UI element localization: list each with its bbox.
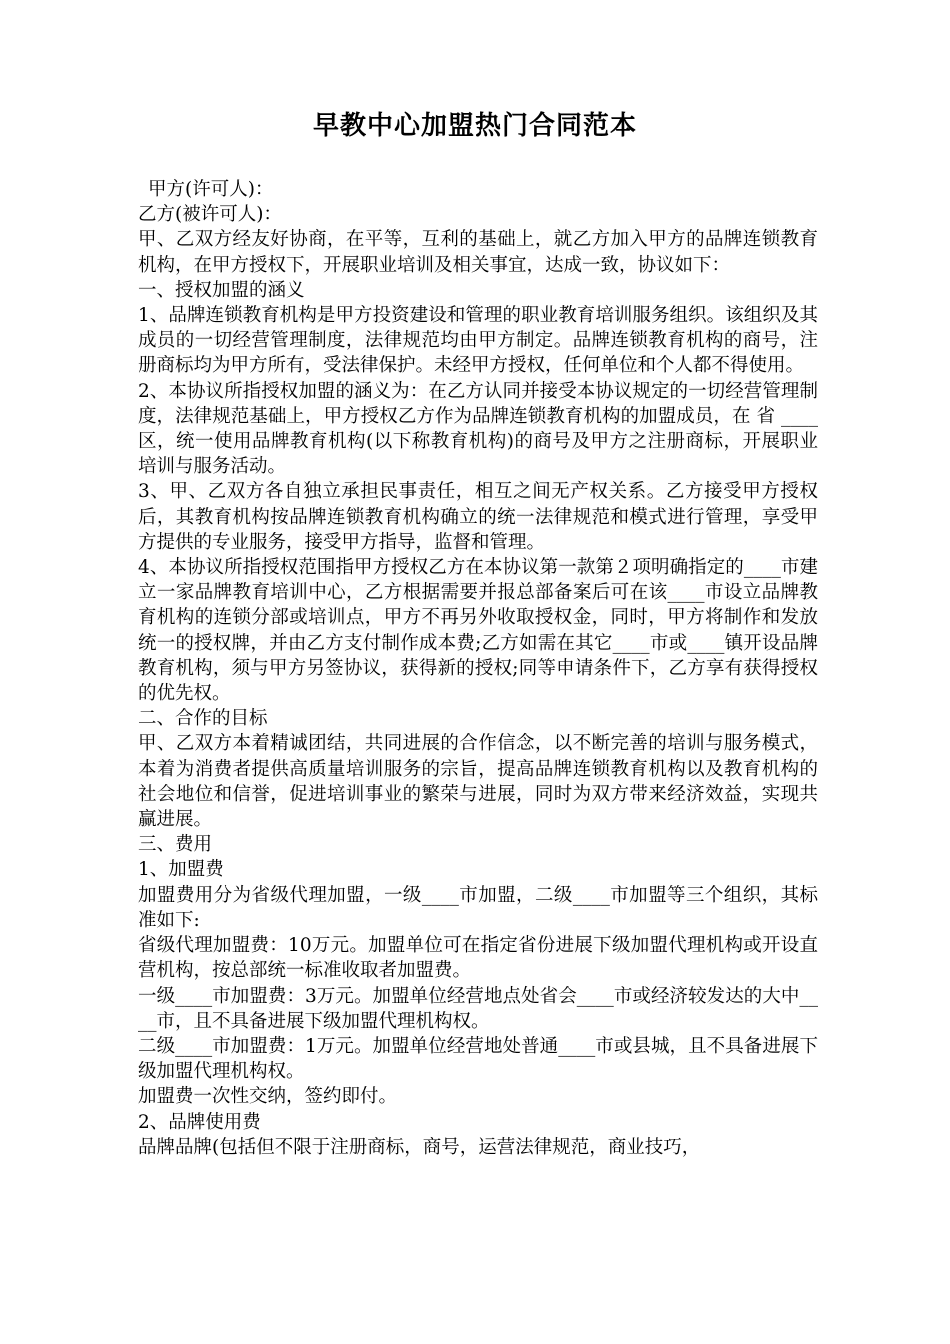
clause-paragraph: 加盟费用分为省级代理加盟，一级____市加盟，二级____市加盟等三个组织，其标准如下:	[138, 884, 818, 931]
clause-paragraph: 甲、乙双方本着精诚团结，共同进展的合作信念，以不断完善的培训与服务模式，本着为消费者提供高质量培训服务的宗旨，提高品牌连锁教育机构以及教育机构的社会地位和信誉，促进培训事业的繁荣与进展，同时为双方带来经济效益，实现共赢进展。	[138, 733, 818, 831]
subsection-heading: 1、加盟费	[138, 859, 224, 881]
clause-paragraph: 2、本协议所指授权加盟的涵义为：在乙方认同并接受本协议规定的一切经营管理制度，法律规范基础上，甲方授权乙方作为品牌连锁教育机构的加盟成员，在 省 ____区，统一使用品牌教育机构(以下称教育机构)的商号及甲方之注册商标，开展职业培训与服务活动。	[138, 380, 818, 478]
preamble-paragraph: 甲、乙双方经友好协商，在平等，互利的基础上，就乙方加入甲方的品牌连锁教育机构，在甲方授权下，开展职业培训及相关事宜，达成一致，协议如下：	[138, 229, 818, 276]
clause-paragraph: 3、甲、乙双方各自独立承担民事责任，相互之间无产权关系。乙方接受甲方授权后，其教育机构按品牌连锁教育机构确立的统一法律规范和模式进行管理，享受甲方提供的专业服务，接受甲方指导，监督和管理。	[138, 481, 818, 553]
clause-paragraph: 1、品牌连锁教育机构是甲方投资建设和管理的职业教育培训服务组织。该组织及其成员的一切经营管理制度，法律规范均由甲方制定。品牌连锁教育机构的商号，注册商标均为甲方所有，受法律保护。未经甲方授权，任何单位和个人都不得使用。	[138, 305, 818, 377]
section-heading: 三、费用	[138, 834, 213, 856]
party-b-line: 乙方(被许可人)：	[138, 204, 282, 226]
document-body	[138, 177, 818, 1160]
clause-paragraph: 二级____市加盟费：1万元。加盟单位经营地处普通____市或县城，且不具备进展下级加盟代理机构权。	[138, 1035, 818, 1083]
clause-paragraph: 加盟费一次性交纳，签约即付。	[138, 1086, 398, 1108]
clause-paragraph: 品牌品牌(包括但不限于注册商标，商号，运营法律规范，商业技巧，	[138, 1136, 701, 1158]
section-heading: 一、授权加盟的涵义	[138, 279, 305, 301]
clause-paragraph: 省级代理加盟费：10万元。加盟单位可在指定省份进展下级加盟代理机构或开设直营机构，按总部统一标准收取者加盟费。	[138, 935, 818, 982]
clause-paragraph: 4、本协议所指授权范围指甲方授权乙方在本协议第一款第２项明确指定的____市建立一家品牌教育培训中心，乙方根据需要并报总部备案后可在该____市设立品牌教育机构的连锁分部或培训点，甲方不再另外收取授权金，同时，甲方将制作和发放统一的授权牌，并由乙方支付制作成本费;乙方如需在其它____市或____镇开设品牌教育机构，须与甲方另签协议，获得新的授权;同等申请条件下，乙方享有获得授权的优先权。	[138, 557, 818, 705]
document-title: 早教中心加盟热门合同范本	[312, 111, 637, 141]
clause-paragraph: 一级____市加盟费：3万元。加盟单位经营地点处省会____市或经济较发达的大中____市，且不具备进展下级加盟代理机构权。	[138, 985, 818, 1032]
subsection-heading: 2、品牌使用费	[138, 1111, 261, 1133]
party-a-line: 甲方(许可人)：	[148, 179, 274, 200]
section-heading: 二、合作的目标	[138, 708, 268, 730]
